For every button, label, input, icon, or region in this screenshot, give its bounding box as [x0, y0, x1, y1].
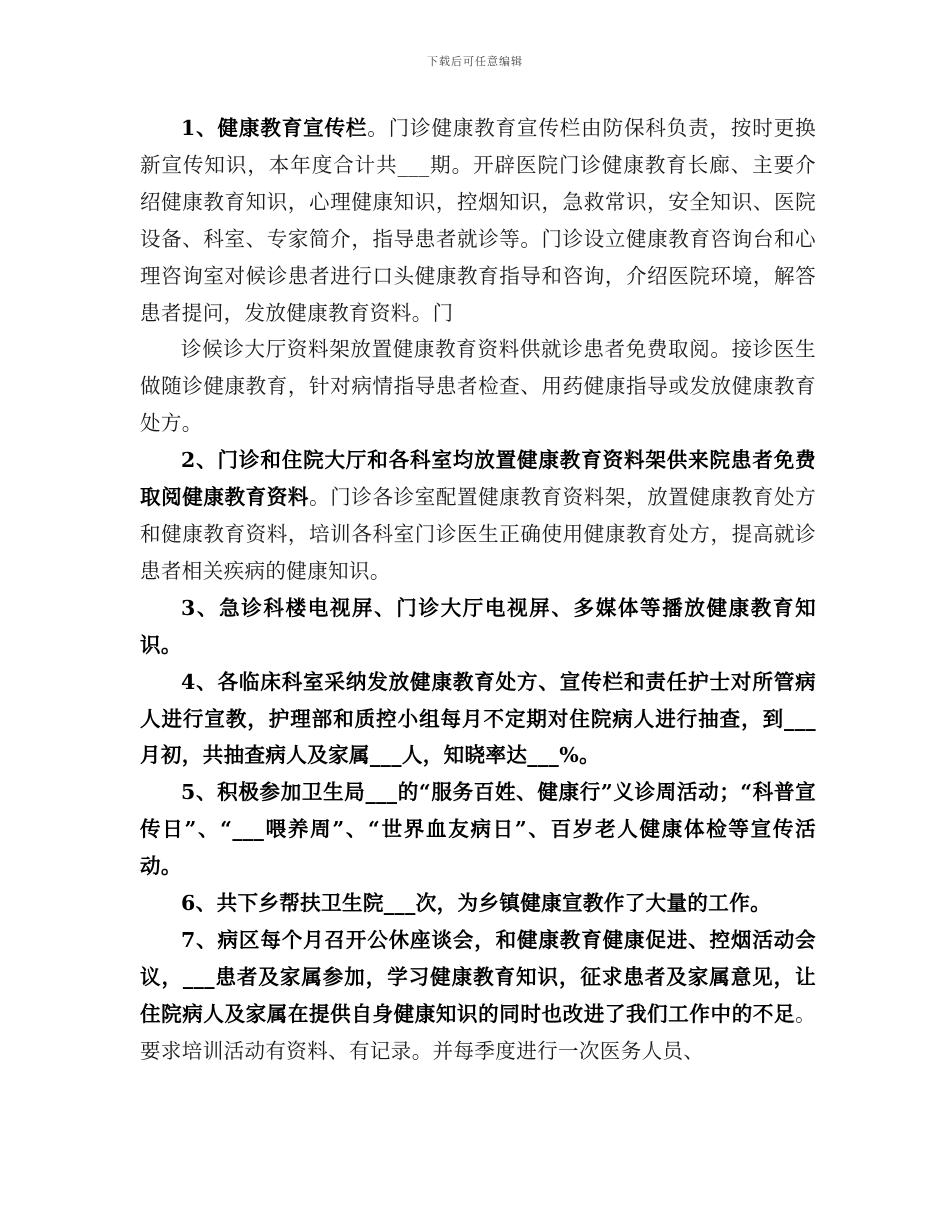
paragraph-lead: 7、病区每个月召开公休座谈会，和健康教育健康促进、控烟活动会议，___患者及家属参加，学习健康教育知识，征求患者及家属意见，让住院病人及家属在提供自身健康知识的同时也改进了我们工作中的不足 — [140, 927, 816, 1026]
paragraph-lead: 4、各临床科室采纳发放健康教育处方、宣传栏和责任护士对所管病人进行宣教，护理部和质控小组每月不定期对住院病人进行抽查，到___月初，共抽查病人及家属___人，知晓率达___%。 — [140, 669, 816, 768]
paragraph-tv-screens — [140, 590, 816, 664]
paragraph-text: 。门诊健康教育宣传栏由防保科负责，按时更换新宣传知识，本年度合计共___期。开辟医院门诊健康教育长廊、主要介绍健康教育知识，心理健康知识，控烟知识，急救常识，安全知识、医院设备、科室、专家简介，指导患者就诊等。门诊设立健康教育咨询台和心理咨询室对候诊患者进行口头健康教育指导和咨询，介绍医院环境，解答患者提问，发放健康教育资料。门 — [140, 116, 816, 325]
paragraph-lead: 2、门诊和住院大厅和各科室均放置健康教育资料架供来院患者免费取阅健康教育资料 — [140, 448, 816, 510]
paragraph-material-racks — [140, 442, 816, 590]
paragraph-clinical-departments — [140, 664, 816, 775]
paragraph-health-education-board — [140, 110, 816, 331]
paragraph-text: 。要求培训活动有资料、有记录。并每季度进行一次医务人员、 — [140, 1001, 816, 1063]
paragraph-lead: 5、积极参加卫生局___的“服务百姓、健康行”义诊周活动；“科普宣传日”、“___喂养周”、“世界血友病日”、百岁老人健康体检等宣传活动。 — [140, 780, 816, 879]
paragraph-lead: 6、共下乡帮扶卫生院___次，为乡镇健康宣教作了大量的工作。 — [181, 891, 772, 916]
paragraph-activities — [140, 774, 816, 885]
paragraph-waiting-hall — [140, 331, 816, 442]
paragraph-rural-support — [140, 885, 816, 922]
document-body — [140, 110, 816, 1070]
paragraph-lead: 3、急诊科楼电视屏、门诊大厅电视屏、多媒体等播放健康教育知识。 — [140, 595, 816, 657]
paragraph-ward-meetings — [140, 922, 816, 1070]
paragraph-text: 。门诊各诊室配置健康教育资料架，放置健康教育处方和健康教育资料，培训各科室门诊医生正确使用健康教育处方，提高就诊患者相关疾病的健康知识。 — [140, 485, 816, 583]
page-header: 下载后可任意编辑 — [427, 55, 523, 68]
paragraph-text: 诊候诊大厅资料架放置健康教育资料供就诊患者免费取阅。接诊医生做随诊健康教育，针对病情指导患者检查、用药健康指导或发放健康教育处方。 — [140, 337, 816, 436]
paragraph-lead: 1、健康教育宣传栏 — [181, 116, 368, 140]
